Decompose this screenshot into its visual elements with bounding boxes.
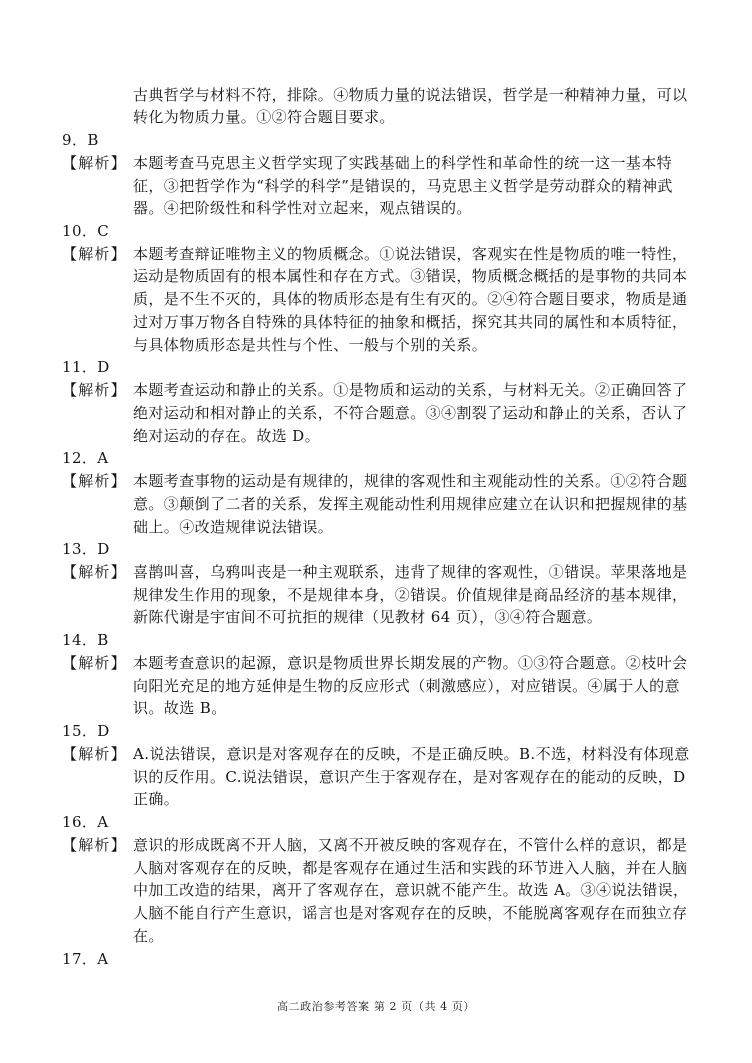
analysis-line: 识。故选 B。: [133, 699, 227, 718]
analysis-line: 向阳光充足的地方延伸是生物的反应形式（刺激感应），对应错误。④属于人的意: [133, 676, 680, 695]
analysis-body: [133, 652, 732, 720]
page-footer: 高二政治参考答案 第 2 页（共 4 页）: [276, 1000, 476, 1013]
analysis-label: 【解析】: [62, 744, 127, 763]
analysis-line: 绝对运动和相对静止的关系，不符合题意。③④割裂了运动和静止的关系，否认了: [133, 403, 688, 422]
analysis-label: 【解析】: [62, 835, 127, 854]
analysis-line: A.说法错误，意识是对客观存在的反映，不是正确反映。B.不选，材料没有体现意: [133, 744, 690, 763]
analysis-block: [62, 243, 732, 357]
analysis-line: 喜鹊叫喜，乌鸦叫丧是一种主观联系，违背了规律的客观性，①错误。苹果落地是: [133, 563, 688, 582]
analysis-line: 本题考查辩证唯物主义的物质概念。①说法错误，客观实在性是物质的唯一特性，: [133, 244, 688, 263]
intro-line: 转化为物质力量。①②符合题目要求。: [133, 108, 395, 127]
analysis-line: 本题考查意识的起源，意识是物质世界长期发展的产物。①③符合题意。②枝叶会: [133, 653, 688, 672]
answer-number: 17．A: [62, 949, 109, 968]
analysis-line: 征，③把哲学作为“科学的科学”是错误的，马克思主义哲学是劳动群众的精神武: [133, 176, 673, 195]
analysis-body: [133, 470, 732, 538]
analysis-block: [62, 379, 732, 447]
analysis-line: 本题考查马克思主义哲学实现了实践基础上的科学性和革命性的统一这一基本特: [133, 153, 673, 172]
analysis-line: 绝对运动的存在。故选 D。: [133, 426, 320, 445]
analysis-line: 运动是物质固有的根本属性和存在方式。③错误，物质概念概括的是事物的共同本: [133, 267, 688, 286]
analysis-line: 意。③颠倒了二者的关系，发挥主观能动性利用规律应建立在认识和把握规律的基: [133, 494, 688, 513]
answer-number: 11．D: [62, 358, 110, 377]
analysis-line: 本题考查运动和静止的关系。①是物质和运动的关系，与材料无关。②正确回答了: [133, 381, 688, 400]
analysis-label: 【解析】: [62, 244, 127, 263]
answer-number: 10．C: [62, 222, 110, 240]
analysis-block: [62, 652, 732, 720]
analysis-block: [62, 152, 732, 220]
answer-number: 16．A: [62, 813, 109, 832]
analysis-line: 新陈代谢是宇宙间不可抗拒的规律（见教材 64 页），③④符合题意。: [133, 608, 603, 627]
analysis-line: 与具体物质形态是共性与个性、一般与个别的关系。: [133, 335, 488, 354]
answer-number: 13．D: [62, 540, 110, 559]
analysis-block: [62, 834, 732, 948]
analysis-line: 中加工改造的结果，离开了客观存在，意识就不能产生。故选 A。③④说法错误，: [133, 881, 689, 900]
analysis-line: 规律发生作用的现象，不是规律本身，②错误。价值规律是商品经济的基本规律，: [133, 585, 688, 604]
answer-number: 15．D: [62, 722, 110, 741]
analysis-body: [133, 243, 732, 357]
analysis-label: 【解析】: [62, 563, 127, 582]
intro-line: 古典哲学与材料不符，排除。④物质力量的说法错误，哲学是一种精神力量，可以: [133, 85, 688, 104]
analysis-line: 器。④把阶级性和科学性对立起来，观点错误的。: [133, 199, 472, 218]
analysis-block: [62, 470, 732, 538]
analysis-body: [133, 834, 732, 948]
analysis-line: 在。: [133, 926, 164, 945]
analysis-block: [62, 561, 732, 629]
analysis-line: 质，是不生不灭的，具体的物质形态是有生有灭的。②④符合题目要求，物质是通: [133, 290, 688, 309]
analysis-label: 【解析】: [62, 472, 127, 491]
analysis-line: 人脑对客观存在的反映，都是客观存在通过生活和实践的环节进入人脑，并在人脑: [133, 858, 688, 877]
analysis-label: 【解析】: [62, 381, 127, 400]
answer-number: 14．B: [62, 631, 109, 650]
analysis-body: [133, 743, 732, 811]
analysis-line: 本题考查事物的运动是有规律的，规律的客观性和主观能动性的关系。①②符合题: [133, 472, 688, 491]
analysis-label: 【解析】: [62, 653, 127, 672]
analysis-block: [62, 743, 732, 811]
analysis-line: 过对万事万物各自特殊的具体特征的抽象和概括，探究其共同的属性和本质特征，: [133, 312, 688, 331]
analysis-line: 人脑不能自行产生意识，谣言也是对客观存在的反映，不能脱离客观存在而独立存: [133, 904, 688, 923]
analysis-line: 础上。④改造规律说法错误。: [133, 517, 334, 536]
analysis-body: [133, 379, 732, 447]
analysis-body: [133, 152, 732, 220]
answer-number: 9．B: [62, 131, 99, 150]
analysis-label: 【解析】: [62, 153, 127, 172]
analysis-line: 正确。: [133, 790, 180, 809]
answer-key-content: [62, 84, 732, 971]
analysis-line: 意识的形成既离不开人脑，又离不开被反映的客观存在，不管什么样的意识，都是: [133, 835, 688, 854]
analysis-body: [133, 561, 732, 629]
analysis-line: 识的反作用。C.说法错误，意识产生于客观存在，是对客观存在的能动的反映，D: [133, 767, 686, 786]
answer-number: 12．A: [62, 449, 109, 468]
